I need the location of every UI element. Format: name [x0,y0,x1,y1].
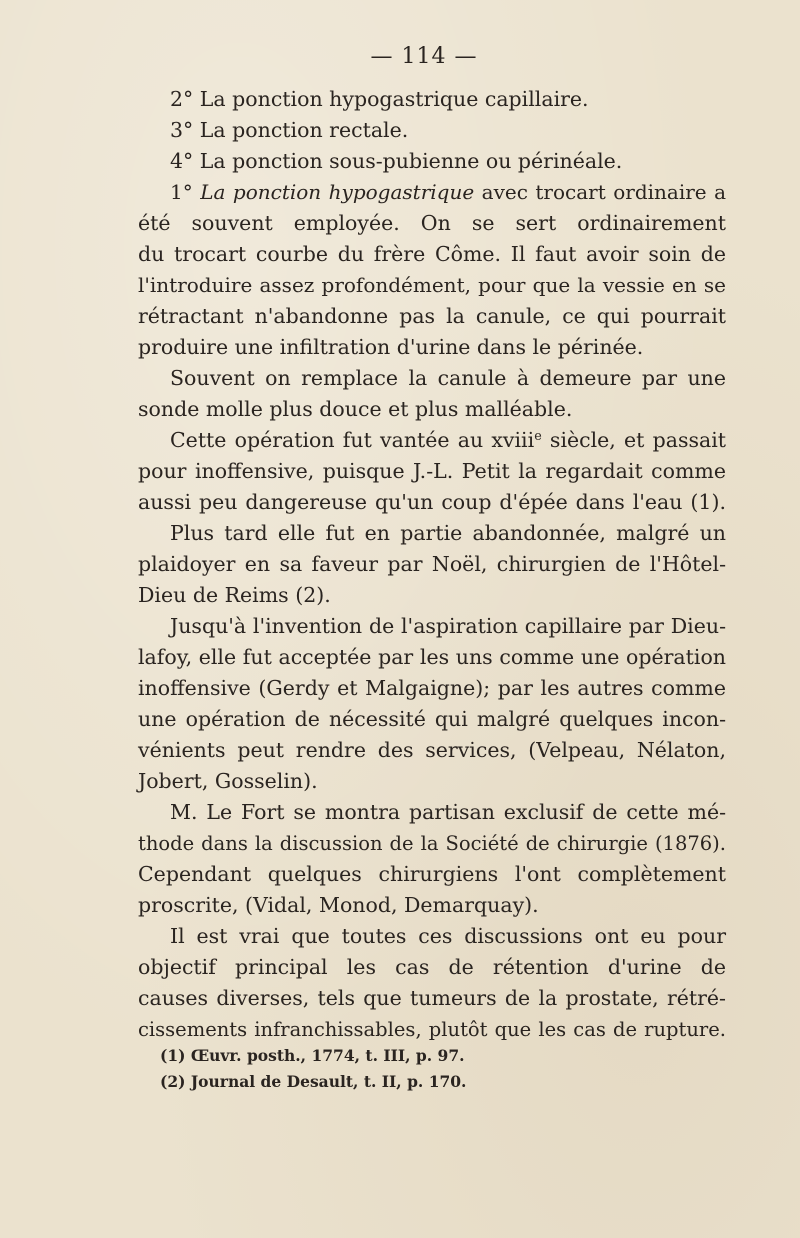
paragraph-line: Plus tard elle fut en partie abandonnée, malgré un [170,521,726,545]
footnotes [160,1043,720,1095]
body-text [138,84,726,1045]
paragraph-line: l'introduire assez profondément, pour que la vessie en se [138,273,726,297]
page-number: — 114 — [370,44,478,69]
paragraph-line: Souvent on remplace la canule à demeure par une [170,366,726,390]
superscript: e [534,428,542,444]
paragraph-line: plaidoyer en sa faveur par Noël, chirurgien de l'Hôtel- [138,552,726,576]
list-item: 4° La ponction sous-pubienne ou périnéale. [170,149,623,173]
section-term: La ponction hypogastrique [200,180,475,204]
paragraph-line: rétractant n'abandonne pas la canule, ce qui pourrait [138,304,726,328]
text-run: avec trocart ordinaire a [474,180,727,204]
paragraph-first-line [138,425,726,456]
paragraph-line: Il est vrai que toutes ces discussions ont eu pour [170,924,726,948]
paragraph-line: proscrite, (Vidal, Monod, Demarquay). [138,893,539,917]
paragraph-line: Cependant quelques chirurgiens l'ont complètement [138,862,726,886]
paragraph-line: inoffensive (Gerdy et Malgaigne); par les autres comme [138,676,726,700]
paragraph-line: objectif principal les cas de rétention d'urine de [138,955,726,979]
paragraph-line: vénients peut rendre des services, (Velpeau, Nélaton, [138,738,726,762]
list-item: 3° La ponction rectale. [170,118,409,142]
paragraph-line: produire une infiltration d'urine dans le périnée. [138,335,644,359]
list-item: 2° La ponction hypogastrique capillaire. [170,87,589,111]
text-run: siècle, et passait [541,428,726,452]
paragraph-line: été souvent employée. On se sert ordinairement [138,211,726,235]
paragraph-line: causes diverses, tels que tumeurs de la prostate, rétré- [138,986,726,1010]
footnote: (2) Journal de Desault, t. II, p. 170. [160,1072,467,1091]
paragraph-line: du trocart courbe du frère Côme. Il faut avoir soin de [138,242,726,266]
paragraph-line: pour inoffensive, puisque J.-L. Petit la regardait comme [138,459,726,483]
paragraph-line: Jusqu'à l'invention de l'aspiration capillaire par Dieu- [170,614,726,638]
paragraph-line: thode dans la discussion de la Société de chirurgie (1876). [138,832,726,855]
paragraph-marker: 1° [170,180,193,204]
paragraph-line: lafoy, elle fut acceptée par les uns comme une opération [138,645,726,669]
paragraph-line: M. Le Fort se montra partisan exclusif de cette mé- [170,800,726,824]
paragraph-line: Jobert, Gosselin). [138,769,318,793]
paragraph-line: une opération de nécessité qui malgré quelques incon- [138,707,726,731]
paragraph-line: aussi peu dangereuse qu'un coup d'épée dans l'eau (1). [138,490,726,514]
paragraph-line: Dieu de Reims (2). [138,583,331,607]
paragraph-first-line [138,177,726,208]
text-run: Cette opération fut vantée au xviii [170,428,535,452]
footnote: (1) Œuvr. posth., 1774, t. III, p. 97. [160,1046,465,1065]
paragraph-line: sonde molle plus douce et plus malléable. [138,397,573,421]
paragraph-line: cissements infranchissables, plutôt que les cas de rupture. [138,1018,726,1041]
